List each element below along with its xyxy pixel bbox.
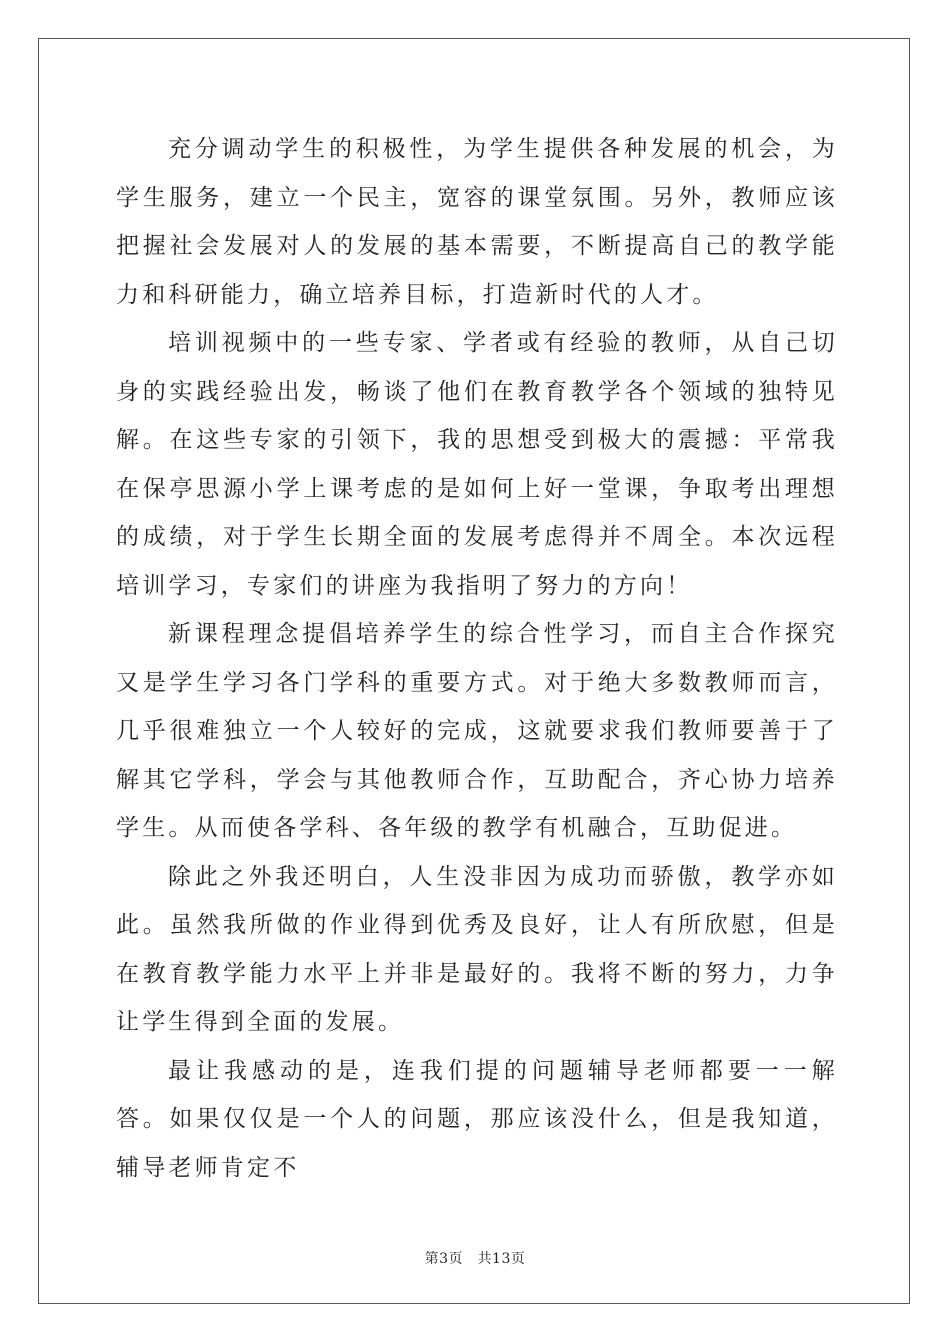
page-number-footer: 第3页 共13页 [424,1251,526,1267]
document-body [116,125,838,1192]
paragraph-3: 新课程理念提倡培养学生的综合性学习，而自主合作探究又是学生学习各门学科的重要方式。对于绝大多数教师而言，几乎很难独立一个人较好的完成，这就要求我们教师要善于了解其它学科，学会与其他教师合作，互助配合，齐心协力培养学生。从而使各学科、各年级的教学有机融合，互助促进。 [116,621,838,841]
paragraph-5: 最让我感动的是，连我们提的问题辅导老师都要一一解答。如果仅仅是一个人的问题，那应该没什么，但是我知道，辅导老师肯定不 [116,1057,838,1181]
paragraph-2: 培训视频中的一些专家、学者或有经验的教师，从自己切身的实践经验出发，畅谈了他们在教育教学各个领域的独特见解。在这些专家的引领下，我的思想受到极大的震撼：平常我在保亭思源小学上课考虑的是如何上好一堂课，争取考出理想的成绩，对于学生长期全面的发展考虑得并不周全。本次远程培训学习，专家们的讲座为我指明了努力的方向！ [116,330,838,599]
paragraph-4: 除此之外我还明白，人生没非因为成功而骄傲，教学亦如此。虽然我所做的作业得到优秀及良好，让人有所欣慰，但是在教育教学能力水平上并非是最好的。我将不断的努力，力争让学生得到全面的发展。 [116,863,838,1035]
paragraph-1: 充分调动学生的积极性，为学生提供各种发展的机会，为学生服务，建立一个民主，宽容的课堂氛围。另外，教师应该把握社会发展对人的发展的基本需要，不断提高自己的教学能力和科研能力，确立培养目标，打造新时代的人才。 [116,136,838,308]
